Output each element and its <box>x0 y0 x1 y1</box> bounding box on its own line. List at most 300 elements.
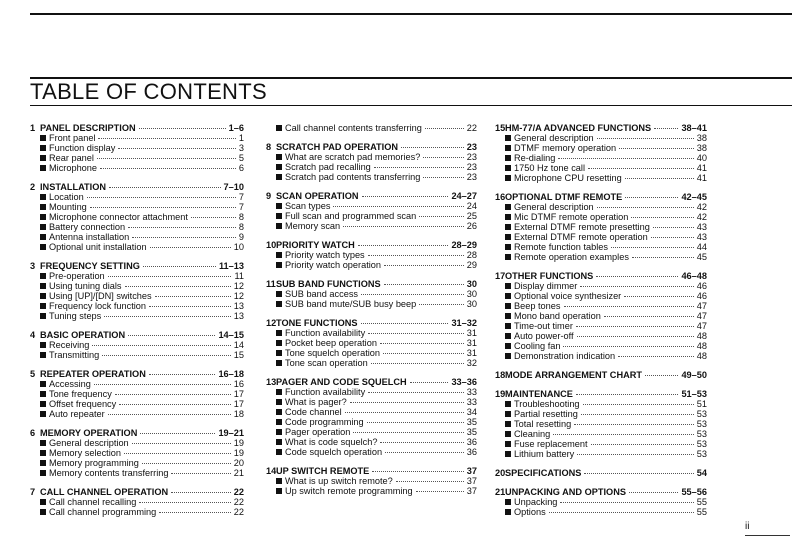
entry-label: What is pager? <box>285 397 347 407</box>
section-number: 16 <box>495 192 506 202</box>
dot-leader <box>632 257 694 258</box>
entry-label: Mounting <box>49 202 87 212</box>
toc-entry[interactable] <box>495 409 707 419</box>
toc-section <box>495 468 707 478</box>
square-bullet-icon <box>276 203 282 209</box>
entry-page: 30 <box>466 289 477 299</box>
entry-label: Call channel programming <box>49 507 157 517</box>
section-title: PAGER AND CODE SQUELCH <box>276 377 407 387</box>
toc-section <box>266 318 477 368</box>
toc-section-heading[interactable] <box>266 279 477 289</box>
dot-leader <box>94 384 231 385</box>
section-number: 7 <box>30 487 36 497</box>
entry-page: 37 <box>466 476 477 486</box>
toc-entry[interactable] <box>266 162 477 172</box>
toc-entry[interactable] <box>30 281 244 291</box>
toc-section-heading[interactable] <box>495 123 707 133</box>
dot-leader <box>419 216 464 217</box>
entry-page: 47 <box>696 311 707 321</box>
entry-page: 12 <box>233 291 244 301</box>
entry-page: 7 <box>238 192 244 202</box>
entry-page: 23 <box>466 162 477 172</box>
entry-label: Mic DTMF remote operation <box>514 212 629 222</box>
toc-entry[interactable] <box>495 153 707 163</box>
toc-section-heading[interactable] <box>266 142 477 152</box>
section-pages: 16–18 <box>218 369 244 379</box>
toc-entry[interactable] <box>495 222 707 232</box>
entry-label: Scan types <box>285 201 331 211</box>
toc-entry[interactable] <box>30 163 244 173</box>
dot-leader <box>564 306 694 307</box>
entry-label: Re-dialing <box>514 153 556 163</box>
dot-leader <box>384 284 464 285</box>
entry-label: Partial resetting <box>514 409 578 419</box>
toc-entry[interactable] <box>495 232 707 242</box>
toc-section-heading[interactable] <box>495 487 707 497</box>
toc-entry[interactable] <box>266 486 477 496</box>
toc-entry[interactable] <box>266 152 477 162</box>
square-bullet-icon <box>40 509 46 515</box>
entry-label: Call channel recalling <box>49 497 137 507</box>
entry-label: Options <box>514 507 546 517</box>
entry-page: 43 <box>696 222 707 232</box>
section-pages: 38–41 <box>681 123 707 133</box>
entry-label: What are scratch pad memories? <box>285 152 421 162</box>
section-pages: 28–29 <box>451 240 477 250</box>
toc-entry[interactable] <box>495 301 707 311</box>
entry-label: Auto repeater <box>49 409 105 419</box>
toc-section-heading[interactable] <box>495 468 707 478</box>
toc-column-3 <box>495 123 707 526</box>
entry-page: 48 <box>696 331 707 341</box>
toc-section <box>266 377 477 457</box>
toc-entry[interactable] <box>30 271 244 281</box>
dot-leader <box>98 138 235 139</box>
square-bullet-icon <box>505 224 511 230</box>
section-pages: 55–56 <box>681 487 707 497</box>
dot-leader <box>423 157 463 158</box>
toc-entry[interactable] <box>30 291 244 301</box>
entry-page: 31 <box>466 338 477 348</box>
toc-entry[interactable] <box>495 202 707 212</box>
dot-leader <box>576 394 679 395</box>
dot-leader <box>611 247 694 248</box>
dot-leader <box>97 158 236 159</box>
entry-label: Microphone connector attachment <box>49 212 188 222</box>
square-bullet-icon <box>505 175 511 181</box>
square-bullet-icon <box>276 301 282 307</box>
toc-section-heading[interactable] <box>266 191 477 201</box>
square-bullet-icon <box>40 155 46 161</box>
toc-entry[interactable] <box>495 351 707 361</box>
toc-entry[interactable] <box>266 358 477 368</box>
dot-leader <box>380 343 464 344</box>
entry-label: SUB band mute/SUB busy beep <box>285 299 417 309</box>
entry-label: Unpacking <box>514 497 558 507</box>
entry-label: General description <box>514 133 594 143</box>
square-bullet-icon <box>505 411 511 417</box>
entry-page: 23 <box>466 172 477 182</box>
toc-section-heading[interactable] <box>30 369 244 379</box>
toc-entry[interactable] <box>266 417 477 427</box>
dot-leader <box>372 471 464 472</box>
entry-page: 10 <box>233 242 244 252</box>
entry-label: Remote operation examples <box>514 252 629 262</box>
entry-page: 9 <box>238 232 244 242</box>
entry-label: Fuse replacement <box>514 439 588 449</box>
section-number: 5 <box>30 369 36 379</box>
toc-entry[interactable] <box>495 163 707 173</box>
section-title: PANEL DESCRIPTION <box>40 123 136 133</box>
entry-label: Pager operation <box>285 427 351 437</box>
dot-leader <box>604 316 694 317</box>
toc-entry[interactable] <box>495 497 707 507</box>
toc-section <box>30 487 244 517</box>
toc-entry[interactable] <box>30 232 244 242</box>
toc-section-heading[interactable] <box>495 389 707 399</box>
dot-leader <box>142 463 231 464</box>
toc-entry[interactable] <box>30 468 244 478</box>
entry-page: 30 <box>466 299 477 309</box>
dot-leader <box>654 128 678 129</box>
toc-entry[interactable] <box>30 133 244 143</box>
toc-entry[interactable] <box>495 143 707 153</box>
dot-leader <box>368 333 464 334</box>
section-title: TONE FUNCTIONS <box>276 318 358 328</box>
toc-entry[interactable] <box>495 212 707 222</box>
section-number: 1 <box>30 123 36 133</box>
section-number: 8 <box>266 142 272 152</box>
dot-leader <box>128 335 215 336</box>
entry-label: Transmitting <box>49 350 100 360</box>
toc-section-heading[interactable] <box>266 466 477 476</box>
entry-page: 55 <box>696 507 707 517</box>
toc-entry[interactable] <box>495 439 707 449</box>
dot-leader <box>362 196 449 197</box>
square-bullet-icon <box>276 439 282 445</box>
section-pages: 1–6 <box>228 123 244 133</box>
entry-page: 17 <box>233 399 244 409</box>
toc-entry[interactable] <box>495 341 707 351</box>
toc-entry[interactable] <box>30 340 244 350</box>
toc-entry[interactable] <box>30 301 244 311</box>
dot-leader <box>380 442 463 443</box>
dot-leader <box>618 356 694 357</box>
dot-leader <box>653 227 694 228</box>
square-bullet-icon <box>40 293 46 299</box>
entry-label: Pocket beep operation <box>285 338 377 348</box>
section-title: FREQUENCY SETTING <box>40 261 140 271</box>
toc-entry[interactable] <box>266 407 477 417</box>
toc-entry[interactable] <box>30 458 244 468</box>
toc-entry[interactable] <box>266 172 477 182</box>
dot-leader <box>419 304 464 305</box>
section-number: 21 <box>495 487 506 497</box>
entry-label: Total resetting <box>514 419 572 429</box>
entry-label: Antenna installation <box>49 232 130 242</box>
toc-entry[interactable] <box>495 242 707 252</box>
toc-entry[interactable] <box>30 497 244 507</box>
entry-page: 38 <box>696 133 707 143</box>
dot-leader <box>560 502 693 503</box>
dot-leader <box>631 217 693 218</box>
toc-entry[interactable] <box>495 281 707 291</box>
entry-page: 46 <box>696 281 707 291</box>
square-bullet-icon <box>40 352 46 358</box>
dot-leader <box>577 454 694 455</box>
entry-label: Remote function tables <box>514 242 608 252</box>
toc-entry[interactable] <box>30 311 244 321</box>
dot-leader <box>563 346 693 347</box>
toc-entry[interactable] <box>266 387 477 397</box>
dot-leader <box>558 158 693 159</box>
toc-entry[interactable] <box>495 429 707 439</box>
dot-leader <box>368 392 464 393</box>
toc-entry[interactable] <box>495 507 707 517</box>
square-bullet-icon <box>40 391 46 397</box>
entry-label: External DTMF remote operation <box>514 232 648 242</box>
entry-page: 34 <box>466 407 477 417</box>
square-bullet-icon <box>276 174 282 180</box>
section-title: MODE ARRANGEMENT CHART <box>505 370 642 380</box>
toc-section-heading[interactable] <box>495 192 707 202</box>
toc-entry[interactable] <box>30 507 244 517</box>
toc-entry[interactable] <box>30 202 244 212</box>
entry-page: 15 <box>233 350 244 360</box>
toc-section-heading[interactable] <box>266 377 477 387</box>
entry-label: Tone squelch operation <box>285 348 381 358</box>
dot-leader <box>396 481 464 482</box>
entry-page: 7 <box>238 202 244 212</box>
toc-section-heading[interactable] <box>495 370 707 380</box>
section-title: UP SWITCH REMOTE <box>276 466 370 476</box>
toc-entry[interactable] <box>266 476 477 486</box>
section-pages: 19–21 <box>218 428 244 438</box>
toc-entry[interactable] <box>495 133 707 143</box>
square-bullet-icon <box>276 125 282 131</box>
toc-entry[interactable] <box>266 328 477 338</box>
toc-entry[interactable] <box>30 242 244 252</box>
entry-page: 55 <box>696 497 707 507</box>
entry-page: 1 <box>238 133 244 143</box>
toc-entry[interactable] <box>266 250 477 260</box>
toc-entry[interactable] <box>495 311 707 321</box>
toc-entry[interactable] <box>495 321 707 331</box>
dot-leader <box>588 168 694 169</box>
dot-leader <box>128 227 236 228</box>
section-number: 4 <box>30 330 36 340</box>
dot-leader <box>549 512 694 513</box>
toc-entry[interactable] <box>30 222 244 232</box>
toc-section <box>266 240 477 270</box>
square-bullet-icon <box>505 214 511 220</box>
toc-entry[interactable] <box>495 252 707 262</box>
entry-page: 37 <box>466 486 477 496</box>
toc-entry[interactable] <box>30 438 244 448</box>
toc-entry[interactable] <box>30 389 244 399</box>
entry-label: Frequency lock function <box>49 301 147 311</box>
toc-entry[interactable] <box>495 399 707 409</box>
entry-label: What is up switch remote? <box>285 476 393 486</box>
toc-section <box>30 330 244 360</box>
section-title: MEMORY OPERATION <box>40 428 138 438</box>
entry-page: 8 <box>238 212 244 222</box>
toc-section <box>495 271 707 361</box>
toc-section-heading[interactable] <box>30 487 244 497</box>
entry-page: 53 <box>696 409 707 419</box>
toc-section-heading[interactable] <box>30 261 244 271</box>
dot-leader <box>385 452 464 453</box>
toc-section-heading[interactable] <box>266 318 477 328</box>
entry-label: Offset frequency <box>49 399 117 409</box>
entry-label: Priority watch operation <box>285 260 382 270</box>
entry-page: 53 <box>696 439 707 449</box>
bottom-rule <box>745 535 790 536</box>
entry-page: 24 <box>466 201 477 211</box>
dot-leader <box>119 404 231 405</box>
toc-entry[interactable] <box>266 427 477 437</box>
square-bullet-icon <box>505 155 511 161</box>
dot-leader <box>191 217 236 218</box>
toc-section <box>266 279 477 309</box>
toc-entry[interactable] <box>30 212 244 222</box>
entry-page: 35 <box>466 427 477 437</box>
toc-entry[interactable] <box>266 201 477 211</box>
dot-leader <box>87 197 236 198</box>
entry-page: 5 <box>238 153 244 163</box>
toc-entry[interactable] <box>266 447 477 457</box>
square-bullet-icon <box>505 244 511 250</box>
square-bullet-icon <box>40 224 46 230</box>
entry-label: Microphone <box>49 163 98 173</box>
dot-leader <box>150 247 231 248</box>
toc-entry[interactable] <box>266 348 477 358</box>
toc-entry[interactable] <box>495 419 707 429</box>
dot-leader <box>333 206 463 207</box>
toc-section-heading[interactable] <box>495 271 707 281</box>
toc-entry[interactable] <box>30 379 244 389</box>
toc-entry[interactable] <box>266 211 477 221</box>
square-bullet-icon <box>40 283 46 289</box>
toc-entry[interactable] <box>266 123 477 133</box>
toc-entry[interactable] <box>30 192 244 202</box>
entry-page: 3 <box>238 143 244 153</box>
toc-entry[interactable] <box>266 221 477 231</box>
section-number: 9 <box>266 191 272 201</box>
entry-page: 14 <box>233 340 244 350</box>
section-title: SCAN OPERATION <box>276 191 359 201</box>
dot-leader <box>583 404 694 405</box>
dot-leader <box>619 148 694 149</box>
entry-page: 11 <box>234 271 244 281</box>
toc-entry[interactable] <box>266 338 477 348</box>
toc-section-heading[interactable] <box>30 123 244 133</box>
toc-entry[interactable] <box>30 153 244 163</box>
section-pages: 49–50 <box>681 370 707 380</box>
entry-page: 19 <box>233 448 244 458</box>
entry-page: 44 <box>696 242 707 252</box>
toc-entry[interactable] <box>495 173 707 183</box>
entry-page: 22 <box>466 123 477 133</box>
toc-entry[interactable] <box>266 289 477 299</box>
toc-section <box>495 123 707 183</box>
square-bullet-icon <box>505 451 511 457</box>
toc-entry[interactable] <box>266 437 477 447</box>
square-bullet-icon <box>505 303 511 309</box>
toc-entry[interactable] <box>30 143 244 153</box>
square-bullet-icon <box>276 340 282 346</box>
toc-entry[interactable] <box>30 350 244 360</box>
square-bullet-icon <box>276 419 282 425</box>
entry-label: Code squelch operation <box>285 447 383 457</box>
dot-leader <box>345 412 464 413</box>
dot-leader <box>100 168 236 169</box>
toc-entry[interactable] <box>30 448 244 458</box>
entry-page: 43 <box>696 232 707 242</box>
square-bullet-icon <box>40 214 46 220</box>
entry-label: Memory selection <box>49 448 121 458</box>
dot-leader <box>143 266 216 267</box>
dot-leader <box>124 453 231 454</box>
toc-entry[interactable] <box>266 299 477 309</box>
dot-leader <box>625 197 678 198</box>
entry-label: Memory contents transferring <box>49 468 169 478</box>
section-title: SUB BAND FUNCTIONS <box>276 279 381 289</box>
square-bullet-icon <box>505 313 511 319</box>
entry-page: 13 <box>233 301 244 311</box>
toc-entry[interactable] <box>30 409 244 419</box>
entry-page: 17 <box>233 389 244 399</box>
entry-label: Pre-operation <box>49 271 105 281</box>
entry-page: 47 <box>696 321 707 331</box>
toc-entry[interactable] <box>266 260 477 270</box>
toc-entry[interactable] <box>495 449 707 459</box>
dot-leader <box>645 375 678 376</box>
toc-entry[interactable] <box>266 397 477 407</box>
entry-label: Function display <box>49 143 116 153</box>
toc-entry[interactable] <box>495 291 707 301</box>
dot-leader <box>410 382 449 383</box>
toc-section-heading[interactable] <box>266 240 477 250</box>
square-bullet-icon <box>40 411 46 417</box>
entry-label: Rear panel <box>49 153 94 163</box>
entry-page: 42 <box>696 202 707 212</box>
square-bullet-icon <box>40 450 46 456</box>
entry-page: 41 <box>696 163 707 173</box>
dot-leader <box>374 167 464 168</box>
dot-leader <box>171 492 231 493</box>
square-bullet-icon <box>40 401 46 407</box>
toc-entry[interactable] <box>495 331 707 341</box>
title-underline <box>30 105 792 106</box>
section-pages: 14–15 <box>218 330 244 340</box>
toc-entry[interactable] <box>30 399 244 409</box>
square-bullet-icon <box>276 360 282 366</box>
entry-label: General description <box>514 202 594 212</box>
entry-label: Memory programming <box>49 458 139 468</box>
toc-section-heading[interactable] <box>30 182 244 192</box>
square-bullet-icon <box>276 389 282 395</box>
toc-section <box>266 191 477 231</box>
entry-page: 35 <box>466 417 477 427</box>
dot-leader <box>159 512 231 513</box>
toc-section-heading[interactable] <box>30 330 244 340</box>
dot-leader <box>149 306 231 307</box>
square-bullet-icon <box>40 342 46 348</box>
dot-leader <box>139 128 226 129</box>
toc-section-heading[interactable] <box>30 428 244 438</box>
section-title: OTHER FUNCTIONS <box>505 271 594 281</box>
